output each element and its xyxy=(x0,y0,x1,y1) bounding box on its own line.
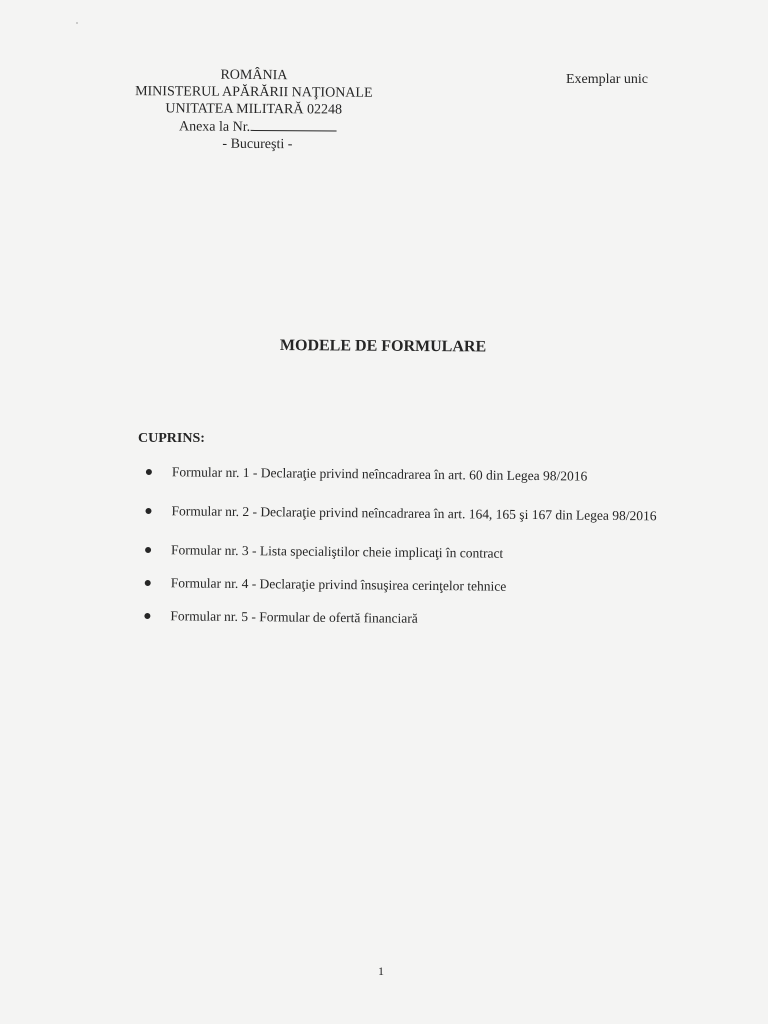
country-name: ROMÂNIA xyxy=(220,67,288,84)
city-name: - Bucureşti - xyxy=(222,136,293,153)
list-item-text: Formular nr. 5 - Formular de ofertă financiară xyxy=(170,608,418,626)
list-item xyxy=(145,496,665,531)
scan-speck xyxy=(76,22,78,24)
list-item-text: Formular nr. 1 - Declaraţie privind neîncadrarea în art. 60 din Legea 98/2016 xyxy=(171,464,588,484)
annex-label: Anexa la Nr. xyxy=(178,119,251,135)
issuer-header xyxy=(117,66,390,154)
copy-mark: Exemplar unic xyxy=(566,72,649,87)
list-item-text: Formular nr. 4 - Declaraţie privind însuşirea cerinţelor tehnice xyxy=(170,575,507,594)
list-item-text: Formular nr. 3 - Lista specialiştilor cheie implicaţi în contract xyxy=(171,542,504,561)
bullet-icon xyxy=(145,508,151,514)
list-item xyxy=(144,607,664,630)
bullet-icon xyxy=(146,469,152,475)
document-title: MODELE DE FORMULARE xyxy=(279,337,487,356)
military-unit: UNITATEA MILITARĂ 02248 xyxy=(165,101,343,118)
contents-heading: CUPRINS: xyxy=(138,431,205,446)
contents-list xyxy=(144,463,666,630)
ministry-name: MINISTERUL APĂRĂRII NAŢIONALE xyxy=(135,84,373,101)
page-number: 1 xyxy=(378,964,384,978)
list-item xyxy=(145,541,665,564)
bullet-icon xyxy=(145,580,151,586)
list-item xyxy=(145,574,665,597)
list-item-text: Formular nr. 2 - Declaraţie privind neîncadrarea în art. 164, 165 şi 167 din Legea 98/2016 xyxy=(171,503,657,524)
list-item xyxy=(146,463,666,486)
bullet-icon xyxy=(144,613,150,619)
bullet-icon xyxy=(145,547,151,553)
annex-reference xyxy=(118,117,390,137)
annex-number-blank xyxy=(250,118,336,132)
